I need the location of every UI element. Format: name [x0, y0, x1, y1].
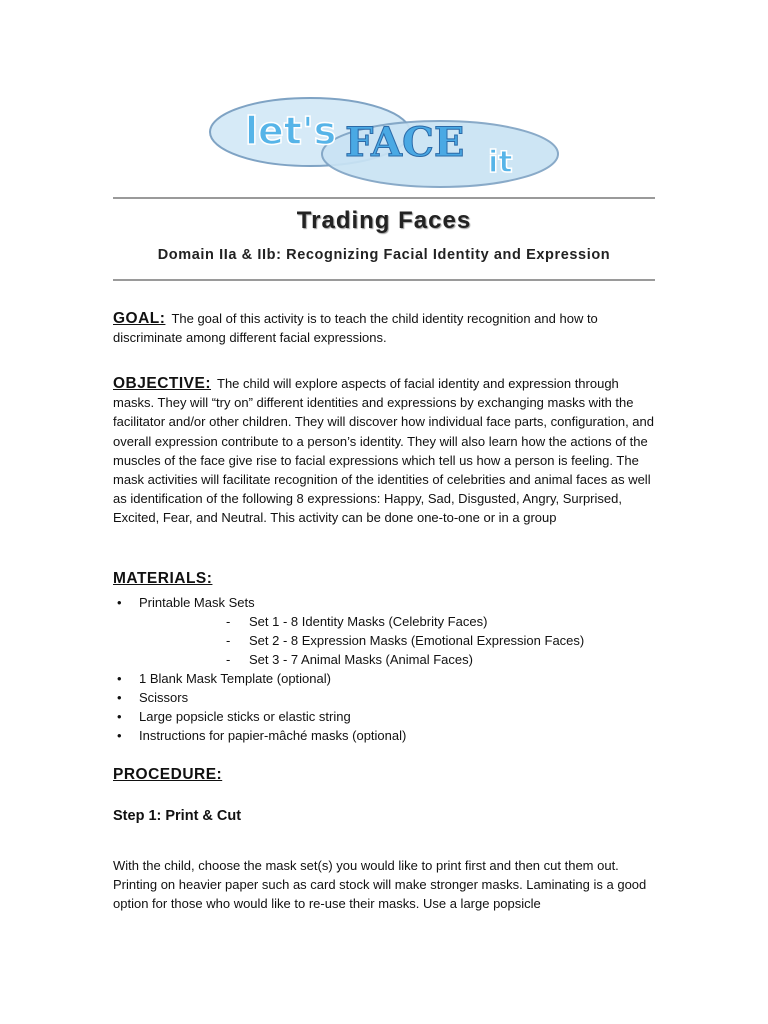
step-1-text: With the child, choose the mask set(s) you would like to print first and then cut them out. Printing on heavier paper such as card stock will make stronger masks. Laminating is a good option for those who would like to re-use their masks. Use a large popsicle — [113, 858, 647, 912]
page-subtitle: Domain IIa & IIb: Recognizing Facial Identity and Expression — [157, 247, 611, 263]
list-item: - Set 2 - 8 Expression Masks (Emotional Expression Faces) — [113, 631, 673, 650]
list-item: • 1 Blank Mask Template (optional) — [113, 669, 673, 688]
goal-heading: GOAL: — [113, 310, 166, 327]
bottom-divider — [113, 279, 655, 281]
objective-heading: OBJECTIVE: — [113, 375, 212, 392]
goal-section — [113, 309, 658, 347]
logo-word-it: it — [488, 145, 513, 180]
list-item: - Set 1 - 8 Identity Masks (Celebrity Faces) — [113, 612, 673, 631]
materials-heading: MATERIALS: — [113, 570, 213, 587]
materials-list — [113, 593, 673, 745]
page-title: Trading Faces — [296, 207, 472, 234]
step-1-title: Step 1: Print & Cut — [113, 808, 242, 824]
goal-text: The goal of this activity is to teach the child identity recognition and how to discriminate among different facial expressions. — [113, 311, 598, 346]
list-item: • Scissors — [113, 688, 673, 707]
list-item: • Printable Mask Sets — [113, 593, 673, 612]
logo-graphic — [205, 94, 575, 194]
logo-word-lets: let's — [245, 109, 337, 153]
objective-section — [113, 374, 658, 528]
top-divider — [113, 197, 655, 199]
lets-face-it-logo — [205, 94, 575, 194]
objective-text: The child will explore aspects of facial identity and expression through masks. They will “try on” different identities and expressions by exchanging masks with the facilitator and/or other children. They will discover how individual face parts, configuration, and overall expression contribute to a person’s identity. They will also learn how the actions of the muscles of the face give rise to facial expressions which tell us how a person is feeling. The mask activities will facilitate recognition of the identities of celebrities and animal faces as well as identification of the following 8 expressions: Happy, Sad, Disgusted, Angry, Surprised, Excited, Fear, and Neutral. This activity can be done one-to-one or in a group — [113, 376, 654, 526]
list-item: - Set 3 - 7 Animal Masks (Animal Faces) — [113, 650, 673, 669]
list-item: • Instructions for papier-mâché masks (optional) — [113, 726, 673, 745]
procedure-heading: PROCEDURE: — [113, 766, 223, 783]
list-item: • Large popsicle sticks or elastic string — [113, 707, 673, 726]
logo-word-face: FACE — [345, 119, 465, 166]
